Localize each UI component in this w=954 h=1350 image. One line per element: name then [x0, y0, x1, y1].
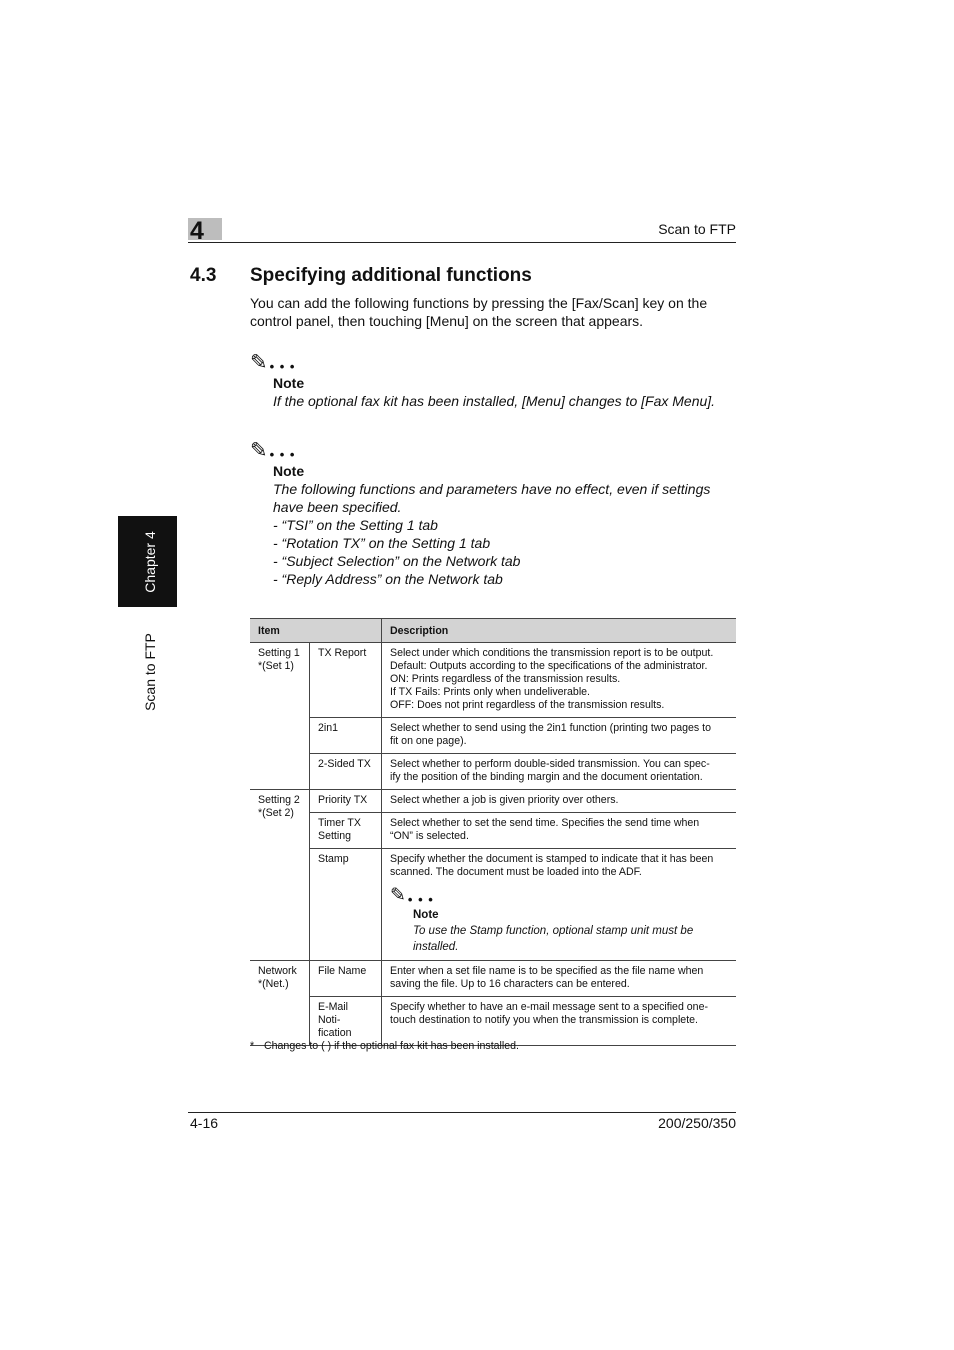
description-line: Enter when a set file name is to be specified as the file name when [390, 965, 704, 977]
table-row [250, 997, 736, 1046]
description-line: Select whether to perform double-sided transmission. You can spec- [390, 758, 710, 770]
note-block-1 [250, 348, 715, 410]
description-line: Select whether to set the send time. Specifies the send time when [390, 817, 700, 829]
item-line: Timer TX [318, 817, 361, 829]
description-line: OFF: Does not print regardless of the transmission results. [390, 699, 665, 711]
table-row [250, 790, 736, 813]
note-icon-row [250, 348, 715, 374]
item-cell [310, 813, 382, 849]
ellipsis-icon: • • • [407, 892, 434, 907]
table-row [250, 643, 736, 718]
header-rule [188, 242, 736, 243]
description-cell [382, 718, 737, 754]
description-cell [382, 997, 737, 1046]
note-list-item: - “Rotation TX” on the Setting 1 tab [273, 535, 491, 551]
description-line: touch destination to notify you when the transmission is complete. [390, 1014, 698, 1026]
description-line: ify the position of the binding margin and the document orientation. [390, 771, 703, 783]
side-chapter-label: Chapter 4 [142, 530, 158, 593]
page-number: 4-16 [190, 1115, 219, 1131]
note-list-item: - “Subject Selection” on the Network tab [273, 553, 521, 569]
note-label: Note [273, 463, 305, 479]
description-cell [382, 643, 737, 718]
note-icon-row [250, 436, 710, 462]
table-row [250, 849, 736, 961]
description-cell [382, 813, 737, 849]
description-line: Specify whether the document is stamped to indicate that it has been [390, 853, 714, 865]
footer-rule [188, 1112, 736, 1113]
group-cell-network [250, 961, 310, 1046]
description-line: fit on one page). [390, 735, 467, 747]
pencil-icon: ✎ [250, 351, 268, 374]
ellipsis-icon: • • • [269, 359, 296, 374]
stamp-note [390, 883, 728, 955]
note-list-item: - “TSI” on the Setting 1 tab [273, 517, 438, 533]
table-row [250, 718, 736, 754]
table-header-row [250, 619, 736, 643]
group-label: Setting 1 [258, 647, 300, 659]
table-row [250, 961, 736, 997]
group-label: Setting 2 [258, 794, 300, 806]
header-item: Item [250, 619, 382, 643]
description-cell [382, 961, 737, 997]
group-abbrev: *(Set 2) [258, 807, 294, 819]
chapter-number: 4 [190, 217, 204, 245]
description-line: Select under which conditions the transmission report is to be output. [390, 647, 714, 659]
running-header-title: Scan to FTP [658, 221, 736, 237]
note-block-2 [250, 436, 710, 588]
item-cell: File Name [310, 961, 382, 997]
note-text-line: If the optional fax kit has been installed, [Menu] changes to [Fax Menu]. [273, 393, 716, 409]
note-label: Note [273, 375, 305, 391]
footnote-text: Changes to ( ) if the optional fax kit has been installed. [264, 1040, 519, 1052]
note-text-line: The following functions and parameters have no effect, even if settings [273, 481, 711, 497]
footnote-mark: * [250, 1040, 255, 1052]
group-cell-setting-2 [250, 790, 310, 961]
side-section-label: Scan to FTP [142, 633, 158, 711]
table-row [250, 813, 736, 849]
item-line: fication [318, 1027, 352, 1039]
item-cell: 2in1 [310, 718, 382, 754]
description-cell [382, 790, 737, 813]
description-line: ON: Prints regardless of the transmission results. [390, 673, 621, 685]
note-text-line: To use the Stamp function, optional stamp unit must be [413, 925, 694, 937]
table-footnote [250, 1040, 519, 1052]
ellipsis-icon: • • • [269, 447, 296, 462]
item-cell: 2-Sided TX [310, 754, 382, 790]
description-line: If TX Fails: Prints only when undeliverable. [390, 686, 591, 698]
section-number: 4.3 [190, 265, 217, 286]
description-line: Specify whether to have an e-mail message sent to a specified one- [390, 1001, 708, 1013]
note-label: Note [413, 909, 439, 921]
group-abbrev: *(Net.) [258, 978, 289, 990]
functions-table [250, 618, 736, 1046]
description-line: Select whether to send using the 2in1 function (printing two pages to [390, 722, 711, 734]
description-cell [382, 849, 737, 961]
pencil-icon: ✎ [390, 885, 406, 906]
description-line: saving the file. Up to 16 characters can be entered. [390, 978, 630, 990]
note-list-item: - “Reply Address” on the Network tab [273, 571, 503, 587]
description-line: “ON” is selected. [390, 830, 469, 842]
side-chapter-label-box [130, 516, 170, 607]
group-cell-setting-1 [250, 643, 310, 790]
table-row [250, 754, 736, 790]
description-cell [382, 754, 737, 790]
note-text-line: installed. [413, 941, 459, 953]
model-number: 200/250/350 [658, 1115, 736, 1131]
note-text-line: have been specified. [273, 499, 402, 515]
description-line: Default: Outputs according to the specifications of the administrator. [390, 660, 708, 672]
intro-paragraph: You can add the following functions by pressing the [Fax/Scan] key on the control panel, then touching [Menu] on the screen that appears. [250, 295, 708, 329]
side-section-label-box [130, 622, 170, 722]
item-line: E-Mail Noti- [318, 1001, 349, 1026]
item-cell: Priority TX [310, 790, 382, 813]
header-description: Description [382, 619, 737, 643]
item-cell: TX Report [310, 643, 382, 718]
group-abbrev: *(Set 1) [258, 660, 294, 672]
description-line: Select whether a job is given priority over others. [390, 794, 619, 806]
item-line: Setting [318, 830, 351, 842]
section-title: Specifying additional functions [250, 265, 532, 286]
group-label: Network [258, 965, 297, 977]
description-line: scanned. The document must be loaded into the ADF. [390, 866, 642, 878]
item-cell [310, 997, 382, 1046]
item-cell: Stamp [310, 849, 382, 961]
note-icon-row [390, 883, 728, 907]
pencil-icon: ✎ [250, 439, 268, 462]
